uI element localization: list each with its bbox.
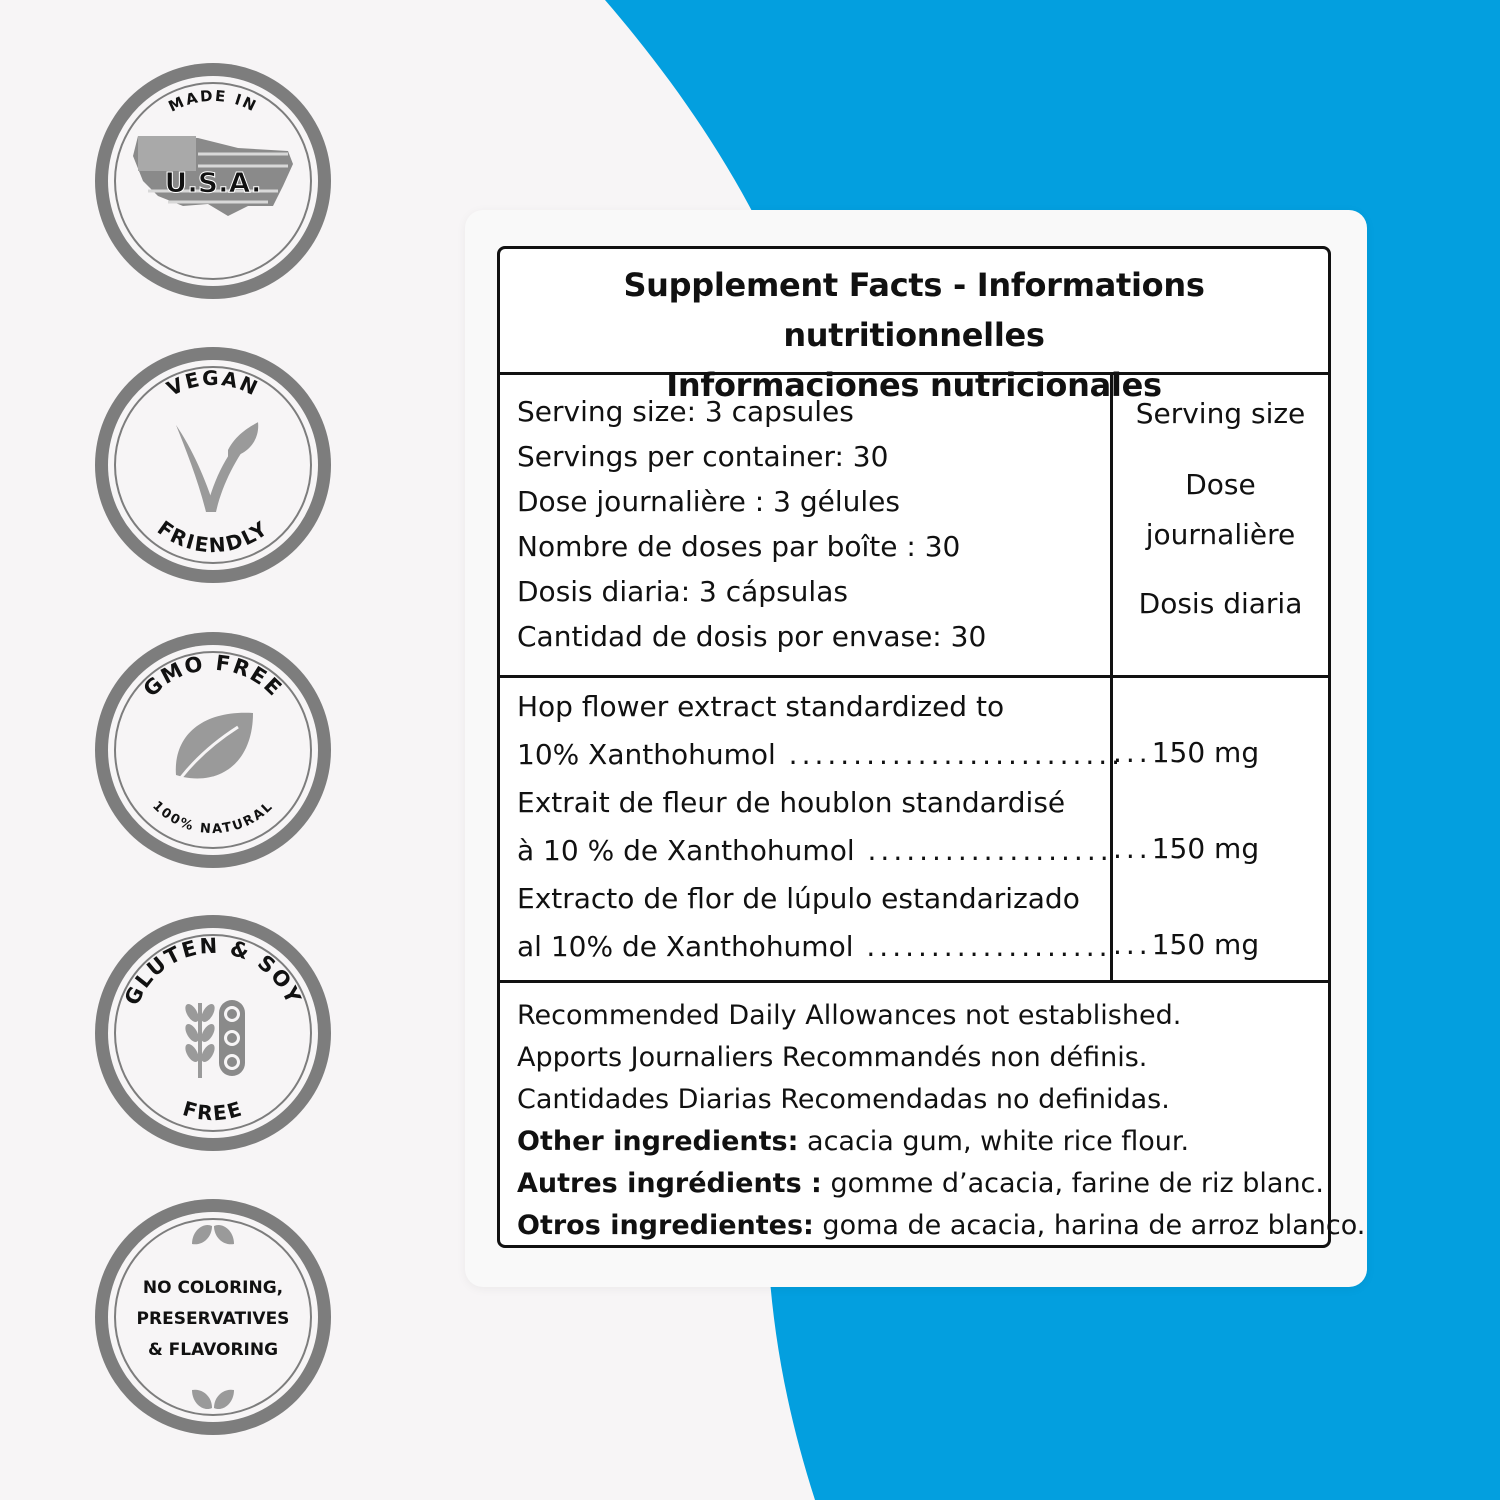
- gluten-soy-free-badge: [88, 908, 338, 1158]
- dot-leader: ...................: [854, 834, 1113, 867]
- serving-line: Cantidad de dosis por envase: 30: [517, 620, 987, 653]
- gmo-free-text: GMO FREE: [138, 650, 288, 702]
- dot-leader: ..........................: [775, 738, 1125, 771]
- dosis-diaria-label: Dosis diaria: [1138, 587, 1303, 620]
- other-ingredients: Autres ingrédients : gomme d’acacia, farine de riz blanc.: [517, 1168, 1324, 1199]
- usa-text: U.S.A.: [164, 166, 262, 199]
- natural-text: 100% NATURAL: [149, 798, 277, 838]
- free-text: FREE: [180, 1096, 246, 1126]
- ingredient-amount: ...150 mg: [1113, 736, 1260, 769]
- ingredient-name-cont: à 10 % de Xanthohumol ...................: [517, 834, 1113, 867]
- ingredient-name: Extrait de fleur de houblon standardisé: [517, 786, 1066, 819]
- other-ingredients: Otros ingredientes: goma de acacia, harina de arroz blanco.: [517, 1210, 1366, 1241]
- serving-size-label: Serving size: [1135, 397, 1306, 430]
- journaliere-label: journalière: [1145, 518, 1296, 551]
- serving-line: Dosis diaria: 3 cápsulas: [517, 575, 848, 608]
- notes-section: [500, 983, 1366, 1247]
- ingredient-amount: ...150 mg: [1113, 928, 1260, 961]
- other-ingredients: Other ingredients: acacia gum, white rice flour.: [517, 1126, 1190, 1157]
- rda-note: Recommended Daily Allowances not established.: [517, 1000, 1182, 1031]
- facts-header: [500, 249, 1328, 404]
- serving-line: Serving size: 3 capsules: [517, 395, 854, 428]
- gluten-soy-text: GLUTEN & SOY: [119, 933, 307, 1009]
- facts-title: Supplement Facts - Informations nutritionnelles: [623, 266, 1205, 354]
- rda-note: Cantidades Diarias Recomendadas no definidas.: [517, 1084, 1170, 1115]
- ingredient-amount: ...150 mg: [1113, 832, 1260, 865]
- ingredient-name-cont: 10% Xanthohumol ..........................: [517, 738, 1125, 771]
- ingredient-list: [500, 678, 1125, 980]
- serving-info-row: [500, 375, 1328, 678]
- made-in-usa-badge: [88, 56, 338, 306]
- vegan-text: VEGAN: [162, 365, 263, 401]
- rda-note: Apports Journaliers Recommandés non définis.: [517, 1042, 1148, 1073]
- no-coloring-text: NO COLORING,: [142, 1278, 284, 1298]
- facts-subtitle: Informaciones nutricionales: [666, 366, 1162, 404]
- no-additives-badge: [88, 1192, 338, 1442]
- flavoring-text: & FLAVORING: [147, 1340, 279, 1360]
- dot-leader: ...................: [853, 930, 1112, 963]
- friendly-text: FRIENDLY: [153, 515, 273, 558]
- serving-line: Dose journalière : 3 gélules: [517, 485, 900, 518]
- supplement-facts-panel: [497, 246, 1366, 1248]
- preservatives-text: PRESERVATIVES: [136, 1309, 290, 1329]
- gmo-free-badge: [88, 625, 338, 875]
- serving-size-header: [1113, 375, 1328, 675]
- vegan-friendly-badge: [88, 340, 338, 590]
- ingredient-name-cont: al 10% de Xanthohumol ...................: [517, 930, 1112, 963]
- made-in-text: MADE IN: [165, 86, 261, 116]
- ingredient-name: Hop flower extract standardized to: [517, 690, 1005, 723]
- serving-line: Servings per container: 30: [517, 440, 889, 473]
- ingredients-row: [500, 678, 1328, 983]
- serving-info: [500, 375, 1113, 675]
- serving-line: Nombre de doses par boîte : 30: [517, 530, 961, 563]
- dose-label: Dose: [1185, 468, 1256, 501]
- ingredient-name: Extracto de flor de lúpulo estandarizado: [517, 882, 1080, 915]
